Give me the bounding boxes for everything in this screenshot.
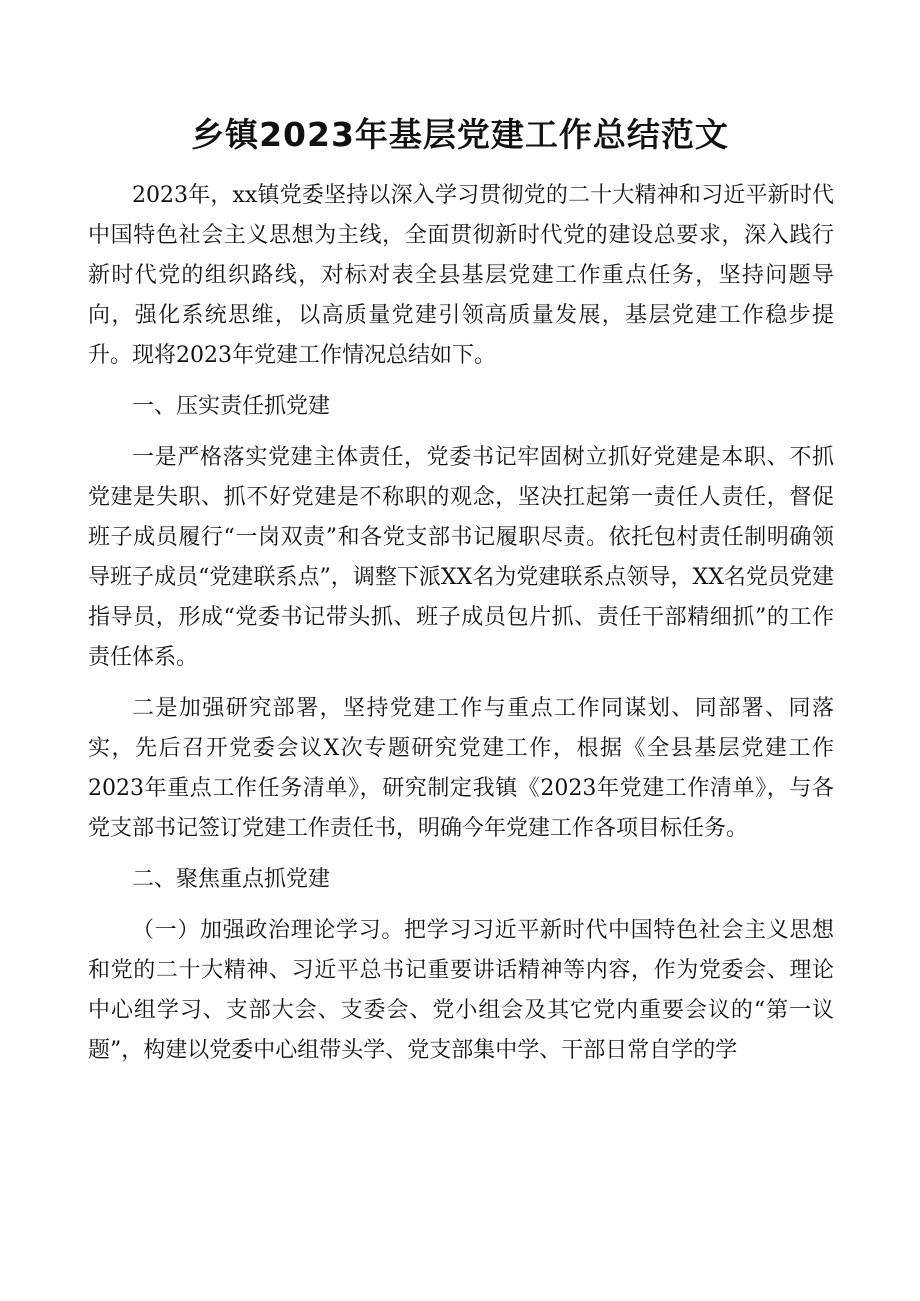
section1-paragraph-2: 二是加强研究部署，坚持党建工作与重点工作同谋划、同部署、同落实，先后召开党委会议X次专题研究党建工作，根据《全县基层党建工作2023年重点工作任务清单》，研究制定我镇《2023年党建工作清单》，与各党支部书记签订党建工作责任书，明确今年党建工作各项目标任务。: [88, 696, 834, 841]
section1-paragraph-1: 一是严格落实党建主体责任，党委书记牢固树立抓好党建是本职、不抓党建是失职、抓不好党建是不称职的观念，坚决扛起第一责任人责任，督促班子成员履行“一岗双责”和各党支部书记履职尽责。依托包村责任制明确领导班子成员“党建联系点”，调整下派XX名为党建联系点领导，XX名党员党建指导员，形成“党委书记带头抓、班子成员包片抓、责任干部精细抓”的工作责任体系。: [88, 445, 834, 670]
intro-paragraph: 2023年，xx镇党委坚持以深入学习贯彻党的二十大精神和习近平新时代中国特色社会主义思想为主线，全面贯彻新时代党的建设总要求，深入践行新时代党的组织路线，对标对表全县基层党建工作重点任务，坚持问题导向，强化系统思维，以高质量党建引领高质量发展，基层党建工作稳步提升。现将2023年党建工作情况总结如下。: [88, 183, 834, 368]
document-title: 乡镇2023年基层党建工作总结范文: [191, 115, 729, 154]
section-heading-1: 一、压实责任抓党建: [132, 394, 331, 419]
document-body: [88, 176, 834, 1071]
section2-paragraph-1: （一）加强政治理论学习。把学习习近平新时代中国特色社会主义思想和党的二十大精神、习近平总书记重要讲话精神等内容，作为党委会、理论中心组学习、支部大会、支委会、党小组会及其它党内重要会议的“第一议题”，构建以党委中心组带头学、党支部集中学、干部日常自学的学: [88, 918, 834, 1063]
section-heading-2: 二、聚焦重点抓党建: [132, 867, 331, 892]
